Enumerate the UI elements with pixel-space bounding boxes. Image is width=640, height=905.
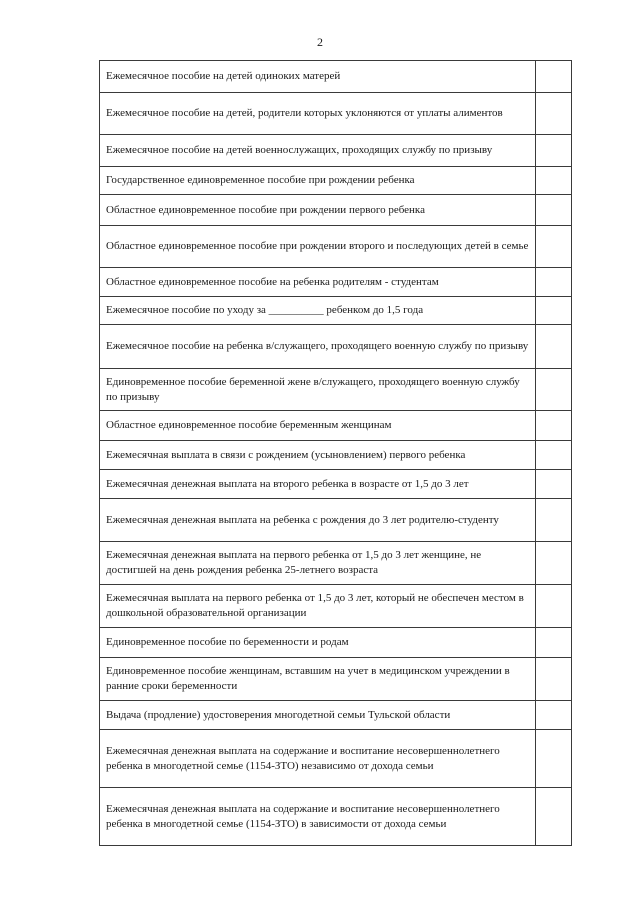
mark-cell[interactable] xyxy=(536,61,572,93)
benefit-name: Ежемесячная денежная выплата на первого ребенка от 1,5 до 3 лет женщине, не достигшей на день рождения ребенка 25-летнего возраста xyxy=(100,542,536,585)
mark-cell[interactable] xyxy=(536,470,572,499)
table-row xyxy=(100,411,572,441)
table-row xyxy=(100,701,572,730)
benefit-name: Ежемесячное пособие на детей, родители которых уклоняются от уплаты алиментов xyxy=(100,93,536,135)
benefit-name: Ежемесячная денежная выплата на второго ребенка в возрасте от 1,5 до 3 лет xyxy=(100,470,536,499)
benefit-name: Единовременное пособие по беременности и родам xyxy=(100,628,536,658)
table-row xyxy=(100,135,572,167)
table-row xyxy=(100,658,572,701)
benefit-name: Ежемесячное пособие по уходу за __________ ребенком до 1,5 года xyxy=(100,297,536,325)
benefit-name: Ежемесячное пособие на детей военнослужащих, проходящих службу по призыву xyxy=(100,135,536,167)
mark-cell[interactable] xyxy=(536,93,572,135)
benefits-table-body xyxy=(100,61,572,846)
benefit-name: Ежемесячное пособие на детей одиноких матерей xyxy=(100,61,536,93)
mark-cell[interactable] xyxy=(536,730,572,788)
mark-cell[interactable] xyxy=(536,441,572,470)
table-row xyxy=(100,441,572,470)
mark-cell[interactable] xyxy=(536,135,572,167)
table-row xyxy=(100,585,572,628)
table-row xyxy=(100,297,572,325)
table-row xyxy=(100,788,572,846)
benefit-name: Областное единовременное пособие на ребенка родителям - студентам xyxy=(100,268,536,297)
benefit-name: Областное единовременное пособие при рождении второго и последующих детей в семье xyxy=(100,226,536,268)
table-row xyxy=(100,470,572,499)
mark-cell[interactable] xyxy=(536,658,572,701)
table-row xyxy=(100,61,572,93)
benefit-name: Ежемесячная денежная выплата на ребенка с рождения до 3 лет родителю-студенту xyxy=(100,499,536,542)
benefit-name: Ежемесячная денежная выплата на содержание и воспитание несовершеннолетнего ребенка в многодетной семье (1154-ЗТО) в зависимости от дохода семьи xyxy=(100,788,536,846)
table-row xyxy=(100,369,572,411)
benefit-name: Ежемесячная выплата в связи с рождением (усыновлением) первого ребенка xyxy=(100,441,536,470)
table-row xyxy=(100,628,572,658)
mark-cell[interactable] xyxy=(536,167,572,195)
benefit-name: Единовременное пособие беременной жене в/служащего, проходящего военную службу по призыву xyxy=(100,369,536,411)
benefit-name: Ежемесячная выплата на первого ребенка от 1,5 до 3 лет, который не обеспечен местом в дошкольной образовательной организации xyxy=(100,585,536,628)
benefit-name: Государственное единовременное пособие при рождении ребенка xyxy=(100,167,536,195)
benefits-table xyxy=(99,60,572,846)
table-row xyxy=(100,226,572,268)
mark-cell[interactable] xyxy=(536,226,572,268)
benefit-name: Областное единовременное пособие беременным женщинам xyxy=(100,411,536,441)
benefit-name: Единовременное пособие женщинам, вставшим на учет в медицинском учреждении в ранние сроки беременности xyxy=(100,658,536,701)
benefit-name: Ежемесячная денежная выплата на содержание и воспитание несовершеннолетнего ребенка в многодетной семье (1154-ЗТО) независимо от дохода семьи xyxy=(100,730,536,788)
mark-cell[interactable] xyxy=(536,195,572,226)
table-row xyxy=(100,730,572,788)
page-number: 2 xyxy=(317,35,323,49)
mark-cell[interactable] xyxy=(536,542,572,585)
table-row xyxy=(100,167,572,195)
mark-cell[interactable] xyxy=(536,325,572,369)
mark-cell[interactable] xyxy=(536,369,572,411)
mark-cell[interactable] xyxy=(536,499,572,542)
table-row xyxy=(100,195,572,226)
table-row xyxy=(100,93,572,135)
mark-cell[interactable] xyxy=(536,788,572,846)
table-row xyxy=(100,268,572,297)
mark-cell[interactable] xyxy=(536,268,572,297)
table-row xyxy=(100,325,572,369)
mark-cell[interactable] xyxy=(536,628,572,658)
mark-cell[interactable] xyxy=(536,411,572,441)
mark-cell[interactable] xyxy=(536,701,572,730)
benefit-name: Ежемесячное пособие на ребенка в/служащего, проходящего военную службу по призыву xyxy=(100,325,536,369)
table-row xyxy=(100,542,572,585)
benefit-name: Областное единовременное пособие при рождении первого ребенка xyxy=(100,195,536,226)
table-row xyxy=(100,499,572,542)
mark-cell[interactable] xyxy=(536,297,572,325)
mark-cell[interactable] xyxy=(536,585,572,628)
benefit-name: Выдача (продление) удостоверения многодетной семьи Тульской области xyxy=(100,701,536,730)
